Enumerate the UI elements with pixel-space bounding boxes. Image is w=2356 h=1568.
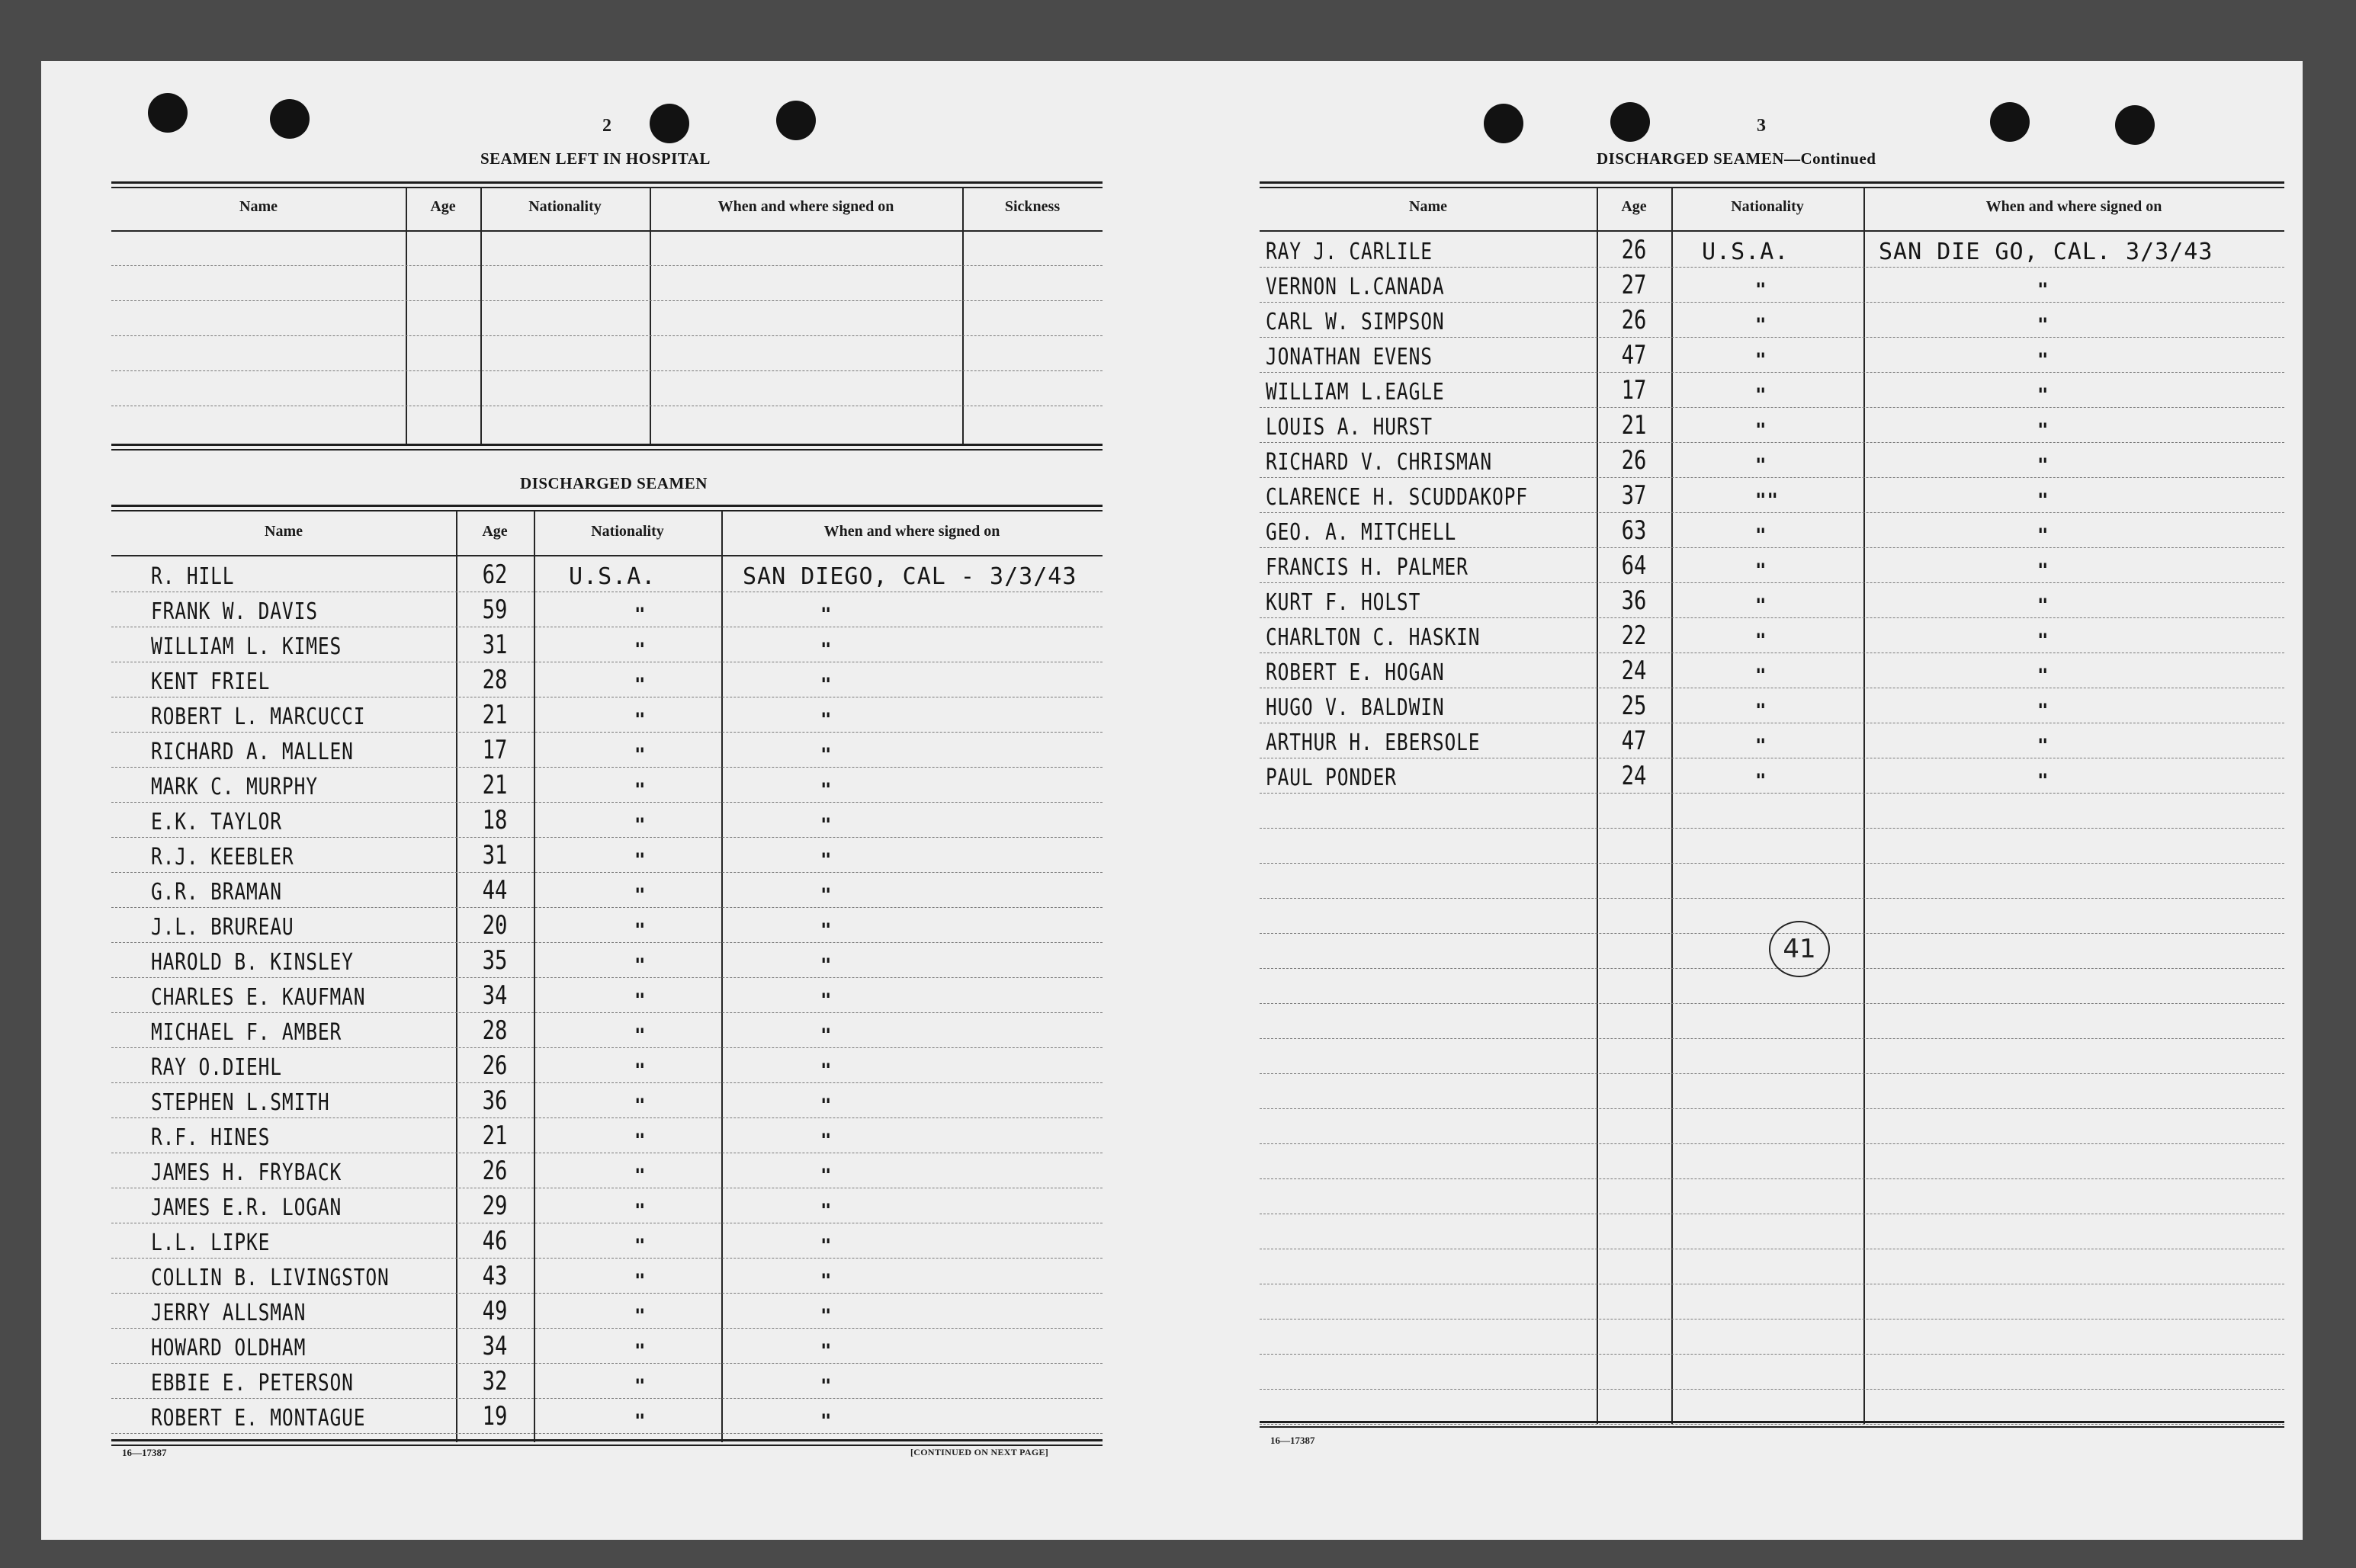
table-row [111, 977, 1103, 1013]
handwritten-total-circle: 41 [1769, 921, 1830, 977]
seaman-age: 26 [1621, 235, 1647, 265]
table-row [1260, 302, 2284, 338]
empty-row [111, 232, 1103, 266]
empty-row [1260, 1389, 2284, 1425]
empty-row [1260, 1249, 2284, 1284]
seaman-signed-on: " [820, 1305, 833, 1326]
seaman-nationality: " [634, 744, 647, 765]
table-row [111, 1398, 1103, 1434]
form-number: 16—17387 [1270, 1435, 1315, 1446]
seaman-age: 31 [482, 630, 508, 660]
seaman-name: WILLIAM L. KIMES [151, 633, 342, 660]
seaman-name: WILLIAM L.EAGLE [1266, 379, 1445, 406]
seaman-nationality: " [634, 1305, 647, 1326]
table-row [111, 697, 1103, 733]
punch-hole [2115, 105, 2155, 145]
table-row [1260, 688, 2284, 723]
seaman-nationality: " [1755, 349, 1767, 370]
table-row [111, 1223, 1103, 1259]
seaman-signed-on: " [820, 849, 833, 871]
seaman-age: 24 [1621, 761, 1647, 791]
seaman-nationality: " [634, 1024, 647, 1046]
punch-hole [1610, 102, 1650, 142]
table-row [1260, 267, 2284, 303]
seaman-signed-on: " [2037, 595, 2049, 616]
seaman-signed-on: " [2037, 349, 2049, 370]
seaman-signed-on: " [820, 674, 833, 695]
table-row [1260, 442, 2284, 478]
seaman-nationality: " [634, 1410, 647, 1432]
document-sheet [41, 61, 2303, 1540]
table-row [111, 1012, 1103, 1048]
seaman-nationality: " [1755, 524, 1767, 546]
seaman-nationality: " [634, 1130, 647, 1151]
seaman-name: ROBERT E. MONTAGUE [151, 1405, 366, 1432]
seaman-nationality: " [634, 604, 647, 625]
seaman-age: 27 [1621, 270, 1647, 300]
table-row [1260, 512, 2284, 548]
seaman-age: 18 [482, 805, 508, 835]
column-header-nationality: Nationality [591, 523, 664, 540]
seaman-name: CARL W. SIMPSON [1266, 309, 1445, 335]
seaman-nationality: " [1755, 279, 1767, 300]
seaman-age: 35 [482, 945, 508, 976]
table-row [1260, 723, 2284, 758]
empty-row [1260, 1319, 2284, 1355]
seaman-age: 29 [482, 1191, 508, 1221]
table-row [111, 837, 1103, 873]
seaman-signed-on: " [820, 1235, 833, 1256]
seaman-name: ROBERT L. MARCUCCI [151, 704, 366, 730]
column-header-nationality: Nationality [528, 198, 602, 215]
seaman-nationality: " [1755, 735, 1767, 756]
empty-row [1260, 1108, 2284, 1144]
seaman-name: COLLIN B. LIVINGSTON [151, 1265, 390, 1291]
punch-hole [1990, 102, 2030, 142]
column-header-age: Age [430, 198, 456, 215]
seaman-age: 47 [1621, 340, 1647, 370]
column-header-age: Age [1621, 198, 1647, 215]
seaman-nationality: " [1755, 560, 1767, 581]
table-row [111, 662, 1103, 697]
table-bottom-rule [111, 1439, 1103, 1441]
seaman-nationality: " [634, 1165, 647, 1186]
seaman-nationality: " [1755, 665, 1767, 686]
table-row [111, 1153, 1103, 1188]
empty-row [1260, 1073, 2284, 1109]
seaman-age: 31 [482, 840, 508, 871]
seaman-name: JAMES E.R. LOGAN [151, 1194, 342, 1221]
seaman-age: 49 [482, 1296, 508, 1326]
table-row [111, 942, 1103, 978]
seaman-age: 26 [1621, 305, 1647, 335]
seaman-age: 21 [482, 770, 508, 800]
seaman-nationality: " [634, 1235, 647, 1256]
seaman-age: 25 [1621, 691, 1647, 721]
seaman-signed-on: " [2037, 524, 2049, 546]
seaman-age: 26 [482, 1050, 508, 1081]
seaman-name: JAMES H. FRYBACK [151, 1159, 342, 1186]
seaman-signed-on: " [820, 1130, 833, 1151]
seaman-name: G.R. BRAMAN [151, 879, 282, 906]
seaman-name: E.K. TAYLOR [151, 809, 282, 835]
seaman-age: 47 [1621, 726, 1647, 756]
empty-row [1260, 1214, 2284, 1249]
seaman-age: 59 [482, 595, 508, 625]
seaman-signed-on: " [2037, 279, 2049, 300]
table-row [1260, 372, 2284, 408]
seaman-signed-on: " [820, 814, 833, 835]
seaman-age: 26 [1621, 445, 1647, 476]
hospital-section-title: SEAMEN LEFT IN HOSPITAL [480, 149, 711, 168]
seaman-signed-on: " [2037, 454, 2049, 476]
punch-hole [776, 101, 816, 140]
table-row [111, 1082, 1103, 1118]
punch-hole [270, 99, 310, 139]
seaman-nationality: " [634, 814, 647, 835]
seaman-name: JONATHAN EVENS [1266, 344, 1433, 370]
table-row [111, 627, 1103, 662]
seaman-age: 32 [482, 1366, 508, 1396]
seaman-nationality: " [634, 1060, 647, 1081]
column-header-signed-on: When and where signed on [717, 198, 894, 215]
table-row [111, 1188, 1103, 1223]
seaman-age: 43 [482, 1261, 508, 1291]
empty-row [1260, 1143, 2284, 1179]
seaman-name: FRANCIS H. PALMER [1266, 554, 1468, 581]
seaman-signed-on: " [820, 1095, 833, 1116]
seaman-signed-on: " [820, 989, 833, 1011]
seaman-signed-on: " [2037, 735, 2049, 756]
seaman-age: 34 [482, 980, 508, 1011]
seaman-age: 19 [482, 1401, 508, 1432]
empty-row [1260, 968, 2284, 1004]
empty-row [1260, 793, 2284, 829]
empty-row [111, 265, 1103, 301]
seaman-nationality: U.S.A. [1702, 239, 1789, 265]
table-row [111, 802, 1103, 838]
seaman-signed-on: " [820, 1060, 833, 1081]
seaman-name: MICHAEL F. AMBER [151, 1019, 342, 1046]
column-header-signed-on: When and where signed on [823, 523, 1000, 540]
table-row [111, 872, 1103, 908]
table-row [1260, 547, 2284, 583]
empty-row [111, 370, 1103, 406]
punch-hole [148, 93, 188, 133]
seaman-name: EBBIE E. PETERSON [151, 1370, 354, 1396]
empty-row [111, 300, 1103, 336]
table-row [1260, 477, 2284, 513]
seaman-signed-on: " [2037, 314, 2049, 335]
seaman-nationality: " [634, 849, 647, 871]
seaman-age: 28 [482, 665, 508, 695]
table-top-rule [111, 181, 1103, 184]
table-row [1260, 758, 2284, 794]
seaman-nationality: " [634, 1375, 647, 1396]
seaman-name: R.J. KEEBLER [151, 844, 294, 871]
column-header-nationality: Nationality [1731, 198, 1804, 215]
seaman-name: CHARLES E. KAUFMAN [151, 984, 366, 1011]
seaman-age: 26 [482, 1156, 508, 1186]
seaman-name: HAROLD B. KINSLEY [151, 949, 354, 976]
seaman-age: 21 [482, 1121, 508, 1151]
seaman-signed-on: " [820, 1270, 833, 1291]
seaman-signed-on: " [2037, 560, 2049, 581]
seaman-name: RICHARD V. CHRISMAN [1266, 449, 1492, 476]
seaman-age: 22 [1621, 620, 1647, 651]
seaman-age: 36 [482, 1085, 508, 1116]
seaman-name: J.L. BRUREAU [151, 914, 294, 941]
seaman-name: JERRY ALLSMAN [151, 1300, 307, 1326]
seaman-nationality: " [634, 954, 647, 976]
seaman-signed-on: " [2037, 419, 2049, 441]
table-row [111, 592, 1103, 627]
seaman-age: 28 [482, 1015, 508, 1046]
table-row [111, 1258, 1103, 1294]
table-row [1260, 337, 2284, 373]
column-header-name: Name [265, 523, 303, 540]
seaman-name: HUGO V. BALDWIN [1266, 694, 1445, 721]
seaman-nationality: " [634, 1200, 647, 1221]
continued-note: [CONTINUED ON NEXT PAGE] [910, 1447, 1049, 1457]
seaman-nationality: " [1755, 454, 1767, 476]
seaman-signed-on: " [820, 1410, 833, 1432]
empty-row [1260, 1284, 2284, 1319]
table-bottom-rule [111, 444, 1103, 446]
table-row [111, 1293, 1103, 1329]
seaman-age: 62 [482, 560, 508, 590]
seaman-name: RAY O.DIEHL [151, 1054, 282, 1081]
seaman-nationality: " [1755, 384, 1767, 406]
seaman-name: ARTHUR H. EBERSOLE [1266, 729, 1481, 756]
seaman-name: STEPHEN L.SMITH [151, 1089, 330, 1116]
column-header-sickness: Sickness [1004, 198, 1061, 215]
seaman-signed-on: " [820, 1165, 833, 1186]
seaman-signed-on: " [820, 1340, 833, 1361]
seaman-nationality: " [1755, 419, 1767, 441]
seaman-signed-on: " [820, 779, 833, 800]
form-number: 16—17387 [122, 1447, 167, 1458]
seaman-name: ROBERT E. HOGAN [1266, 659, 1445, 686]
seaman-age: 17 [1621, 375, 1647, 406]
seaman-signed-on: " [820, 1375, 833, 1396]
title-text: DISCHARGED SEAMEN [1597, 149, 1784, 168]
seaman-age: 37 [1621, 480, 1647, 511]
column-header-signed-on: When and where signed on [1985, 198, 2162, 215]
table-row [1260, 582, 2284, 618]
seaman-signed-on: " [2037, 770, 2049, 791]
title-suffix: —Continued [1783, 149, 1876, 168]
seaman-nationality: " [1755, 770, 1767, 791]
seaman-age: 34 [482, 1331, 508, 1361]
seaman-nationality: " [634, 1095, 647, 1116]
seaman-age: 21 [1621, 410, 1647, 441]
seaman-age: 24 [1621, 656, 1647, 686]
table-bottom-rule [1260, 1421, 2284, 1423]
seaman-signed-on: " [820, 919, 833, 941]
seaman-nationality: " [634, 919, 647, 941]
seaman-name: KENT FRIEL [151, 669, 271, 695]
seaman-nationality: " [634, 1340, 647, 1361]
discharged-seamen-continued-table [1260, 181, 2284, 1493]
table-row [111, 1363, 1103, 1399]
seaman-nationality: " [1755, 700, 1767, 721]
seaman-signed-on: " [820, 1024, 833, 1046]
seaman-nationality: " [634, 709, 647, 730]
table-row [111, 1047, 1103, 1083]
empty-row [1260, 1354, 2284, 1390]
seaman-age: 21 [482, 700, 508, 730]
seaman-nationality: " [634, 884, 647, 906]
seaman-signed-on: " [820, 639, 833, 660]
empty-row [1260, 828, 2284, 864]
table-row [1260, 407, 2284, 443]
seaman-signed-on: " [2037, 489, 2049, 511]
seaman-name: KURT F. HOLST [1266, 589, 1421, 616]
seaman-name: LOUIS A. HURST [1266, 414, 1433, 441]
seaman-nationality: " [634, 779, 647, 800]
column-header-name: Name [1409, 198, 1447, 215]
column-header-name: Name [239, 198, 278, 215]
seaman-signed-on: SAN DIE GO, CAL. 3/3/43 [1879, 239, 2213, 265]
seaman-nationality: " [634, 1270, 647, 1291]
seaman-name: GEO. A. MITCHELL [1266, 519, 1457, 546]
seaman-signed-on: " [2037, 384, 2049, 406]
seaman-nationality: " [1755, 595, 1767, 616]
seaman-name: HOWARD OLDHAM [151, 1335, 307, 1361]
seaman-signed-on: " [2037, 665, 2049, 686]
seaman-signed-on: " [2037, 700, 2049, 721]
page-number-right: 3 [1757, 116, 1766, 136]
seaman-name: R.F. HINES [151, 1124, 271, 1151]
empty-row [1260, 1038, 2284, 1074]
seaman-name: MARK C. MURPHY [151, 774, 318, 800]
seaman-age: 64 [1621, 550, 1647, 581]
table-row [111, 907, 1103, 943]
seaman-signed-on: " [820, 744, 833, 765]
hospital-table [111, 181, 1103, 517]
seaman-name: VERNON L.CANADA [1266, 274, 1445, 300]
seaman-age: 44 [482, 875, 508, 906]
seaman-nationality: " [634, 639, 647, 660]
empty-row [1260, 1003, 2284, 1039]
punch-hole [1484, 104, 1523, 143]
seaman-nationality: " [634, 674, 647, 695]
seaman-age: 20 [482, 910, 508, 941]
table-top-rule [1260, 181, 2284, 184]
seaman-signed-on: " [820, 1200, 833, 1221]
table-row [111, 556, 1103, 592]
seaman-signed-on: " [820, 884, 833, 906]
empty-row [1260, 898, 2284, 934]
seaman-signed-on: " [820, 604, 833, 625]
seaman-nationality: " [634, 989, 647, 1011]
discharged-section-title: DISCHARGED SEAMEN [520, 474, 708, 492]
table-row [1260, 232, 2284, 268]
table-row [111, 767, 1103, 803]
seaman-name: RAY J. CARLILE [1266, 239, 1433, 265]
seaman-age: 63 [1621, 515, 1647, 546]
seaman-nationality: " [1755, 314, 1767, 335]
column-header-age: Age [482, 523, 508, 540]
seaman-age: 46 [482, 1226, 508, 1256]
seaman-name: L.L. LIPKE [151, 1230, 271, 1256]
seaman-nationality: U.S.A. [569, 563, 656, 590]
seaman-nationality: " [1755, 630, 1767, 651]
seaman-age: 36 [1621, 585, 1647, 616]
table-row [1260, 617, 2284, 653]
page-number-left: 2 [602, 116, 611, 136]
seaman-name: R. HILL [151, 563, 235, 590]
seaman-name: CLARENCE H. SCUDDAKOPF [1266, 484, 1528, 511]
empty-row [1260, 1178, 2284, 1214]
seaman-name: CHARLTON C. HASKIN [1266, 624, 1481, 651]
table-row [1260, 653, 2284, 688]
table-row [111, 732, 1103, 768]
discharged-seamen-table [111, 505, 1103, 1496]
seaman-name: RICHARD A. MALLEN [151, 739, 354, 765]
seaman-name: FRANK W. DAVIS [151, 598, 318, 625]
seaman-signed-on: " [820, 954, 833, 976]
seaman-age: 17 [482, 735, 508, 765]
seaman-signed-on: SAN DIEGO, CAL - 3/3/43 [743, 563, 1077, 590]
table-top-rule [111, 505, 1103, 507]
empty-row [1260, 863, 2284, 899]
seaman-nationality: "" [1755, 489, 1779, 511]
seaman-signed-on: " [820, 709, 833, 730]
discharged-continued-title [1597, 149, 1876, 168]
seaman-signed-on: " [2037, 630, 2049, 651]
table-row [111, 1328, 1103, 1364]
table-row [111, 1117, 1103, 1153]
seaman-name: PAUL PONDER [1266, 765, 1397, 791]
punch-hole [650, 104, 689, 143]
empty-row [111, 335, 1103, 371]
